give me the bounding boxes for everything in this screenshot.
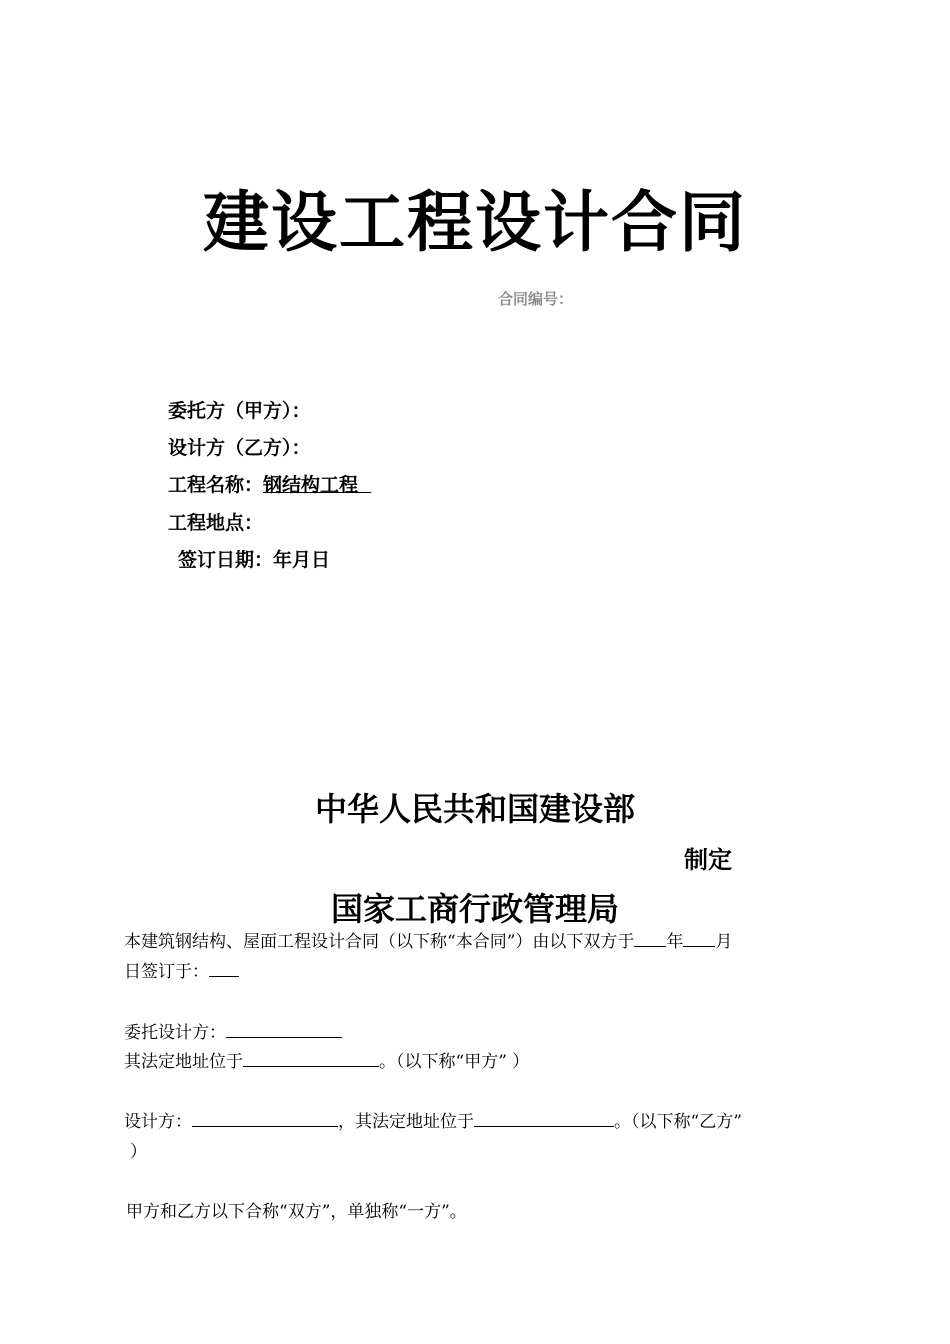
authority-made-label: 制定 [684, 846, 732, 874]
client-field: 委托方（甲方）： [168, 400, 311, 422]
project-name-value: 钢结构工程 [263, 474, 359, 496]
client-address-prefix: 其法定地址位于 [124, 1052, 243, 1072]
project-name-label: 工程名称： [168, 474, 264, 496]
intro-line-2 [124, 958, 239, 986]
year-label: 年 [666, 932, 684, 952]
designer-field: 设计方（乙方）： [168, 437, 311, 459]
designer-blank [192, 1108, 338, 1127]
client-address-blank [243, 1048, 379, 1067]
document-title: 建设工程设计合同 [203, 184, 747, 261]
designer-label: 设计方： [124, 1112, 192, 1132]
project-location-field: 工程地点： [168, 512, 264, 534]
designer-close: ） [130, 1142, 147, 1162]
intro-line-1 [124, 928, 732, 956]
year-blank [634, 928, 666, 947]
contract-number-label: 合同编号： [498, 290, 574, 308]
sign-date-field: 签订日期：年月日 [178, 549, 331, 571]
client-address-line [124, 1048, 529, 1076]
client-blank [226, 1019, 342, 1038]
month-label: 月 [715, 932, 733, 952]
authority-ministry: 中华人民共和国建设部 [314, 790, 635, 828]
project-name-underline [358, 474, 371, 496]
designer-line [124, 1108, 742, 1136]
parties-note: 甲方和乙方以下合称“双方”，单独称“一方”。 [126, 1202, 467, 1222]
designer-address-prefix: ，其法定地址位于 [338, 1112, 474, 1132]
project-name-field [168, 472, 371, 498]
sign-place-label: 日签订于： [124, 962, 209, 982]
month-blank [683, 928, 715, 947]
authority-administration: 国家工商行政管理局 [330, 890, 619, 928]
intro-text: 本建筑钢结构、屋面工程设计合同（以下称“本合同”）由以下双方于 [124, 932, 635, 952]
client-label: 委托设计方： [124, 1023, 226, 1043]
designer-address-blank [474, 1108, 614, 1127]
client-address-suffix: 。（以下称“甲方” ） [379, 1052, 530, 1072]
sign-place-blank [209, 958, 239, 977]
designer-address-suffix: 。（以下称“乙方” [614, 1112, 742, 1132]
client-line [124, 1019, 342, 1047]
